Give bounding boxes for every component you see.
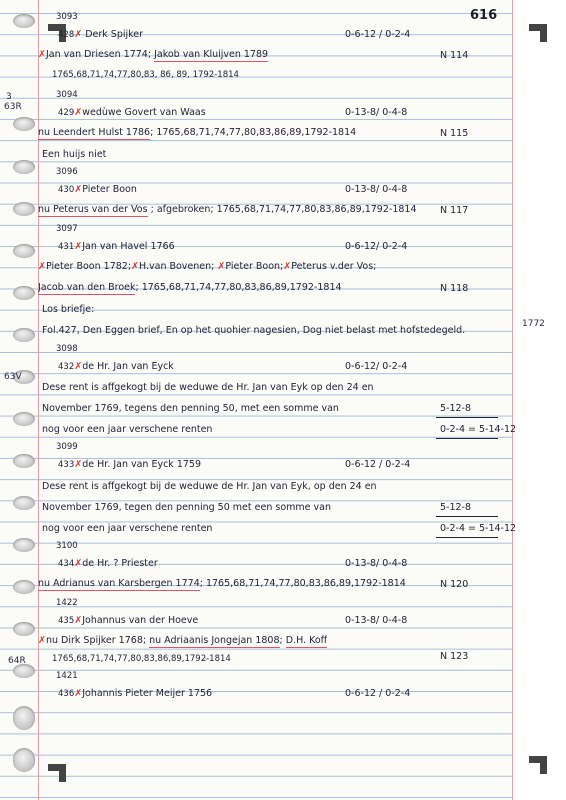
note-line: nog voor een jaar verschene renten — [42, 523, 213, 534]
left-margin-rule — [38, 0, 39, 800]
note-line: November 1769, tegens den penning 50, met een somme van — [42, 403, 339, 414]
owners-line — [38, 260, 376, 274]
binder-hole — [13, 160, 35, 174]
register-ref: N 120 — [440, 579, 469, 591]
owners-line — [38, 203, 417, 217]
property-entry — [58, 183, 137, 197]
cross-mark-icon: ✗ — [74, 360, 83, 372]
note-line: Dese rent is affgekogt bij de weduwe de Hr. Jan van Eyk, op den 24 en — [42, 480, 377, 492]
sum-underline — [436, 537, 498, 538]
binder-hole — [13, 412, 35, 426]
margin-note: 64R — [8, 656, 26, 666]
binder-hole — [13, 286, 35, 300]
entry-number: 433 — [58, 460, 75, 471]
underlined-name: D.H. Koff — [286, 635, 327, 648]
entry-number: 431 — [58, 241, 75, 252]
entry-number: 428 — [58, 30, 75, 40]
plot-number: 3099 — [56, 442, 78, 453]
cross-mark-icon: ✗ — [217, 260, 226, 272]
entry-text: Johannis Pieter Meijer 1756 — [82, 688, 213, 700]
register-ref: N 118 — [440, 283, 469, 294]
property-entry — [58, 687, 212, 701]
note-amount: 0-2-4 = 5-14-12 — [440, 523, 517, 534]
entry-text: ; — [279, 634, 286, 646]
binder-hole — [13, 580, 35, 594]
binder-hole — [13, 117, 35, 131]
margin-note: 63V — [4, 372, 22, 382]
note-line: Los briefje: — [42, 304, 95, 316]
register-ref: N 114 — [440, 50, 469, 62]
cross-mark-icon: ✗ — [74, 688, 83, 700]
amount: 0-6-12 / 0-2-4 — [345, 459, 411, 471]
entry-text: ; afgebroken; 1765,68,71,74,77,80,83,86,89,1792-1814 — [147, 204, 417, 216]
sum-underline — [436, 516, 498, 517]
cross-mark-icon: ✗ — [38, 49, 46, 61]
cross-mark-icon: ✗ — [131, 260, 139, 272]
entry-text: nu Dirk Spijker 1768; — [45, 634, 147, 646]
amount: 0-13-8/ 0-4-8 — [345, 558, 408, 570]
note-amount: 0-2-4 = 5-14-12 — [440, 424, 517, 436]
amount: 0-13-8/ 0-4-8 — [345, 184, 408, 196]
entry-text: Peterus v.der Vos; — [291, 260, 377, 272]
register-ref: N 123 — [440, 651, 469, 662]
owners-line — [38, 634, 327, 648]
entry-text: de Hr. Jan van Eyck — [82, 360, 174, 372]
binder-hole — [13, 328, 35, 342]
owners-line — [38, 126, 356, 140]
entry-text: Pieter Boon 1782; — [45, 260, 132, 272]
property-entry — [58, 614, 198, 628]
underlined-name: nu Adrianus van Karsbergen 1774 — [38, 578, 200, 591]
owners-line — [38, 281, 342, 295]
entry-text: ; 1765,68,71,74,77,80,83,86,89,1792-1814 — [135, 282, 342, 293]
underlined-name: Jakob van Kluijven 1789 — [154, 49, 268, 62]
entry-text: de Hr. ? Priester — [82, 558, 158, 570]
binder-hole — [13, 664, 35, 678]
amount: 0-6-12/ 0-2-4 — [345, 360, 408, 372]
cross-mark-icon: ✗ — [74, 29, 83, 40]
entry-text: Johannus van der Hoeve — [82, 614, 199, 626]
binder-hole — [13, 14, 35, 28]
cross-mark-icon: ✗ — [74, 106, 83, 118]
note-amount: 5-12-8 — [440, 403, 472, 414]
margin-note: 63R — [4, 102, 22, 112]
note-amount: 5-12-8 — [440, 501, 472, 513]
entry-text: de Hr. Jan van Eyck 1759 — [82, 459, 202, 471]
entry-text: Derk Spijker — [82, 29, 144, 40]
years-line: 1765,68,71,74,77,80,83,86,89,1792-1814 — [52, 654, 231, 664]
underlined-name: Jacob van den Broek — [38, 282, 135, 295]
plot-number: 3096 — [56, 167, 78, 178]
register-ref: N 115 — [440, 127, 469, 139]
plot-number: 1421 — [56, 671, 78, 682]
property-entry — [58, 458, 201, 472]
cross-mark-icon: ✗ — [74, 240, 83, 252]
corner-bracket-icon — [527, 22, 549, 44]
entry-number: 435 — [58, 615, 75, 626]
binder-hole — [13, 706, 35, 730]
owners-line — [38, 577, 406, 591]
entry-text: Pieter Boon; — [225, 260, 284, 272]
entry-number: 436 — [58, 689, 75, 700]
sum-underline — [436, 417, 498, 418]
plot-number: 3100 — [56, 541, 78, 552]
entry-number: 434 — [58, 559, 75, 570]
plot-number: 1422 — [56, 597, 78, 608]
entry-number: 429 — [58, 107, 75, 118]
amount: 0-6-12 / 0-2-4 — [345, 29, 411, 40]
binder-hole — [13, 538, 35, 552]
binder-hole — [13, 748, 35, 772]
plot-number: 3093 — [56, 12, 78, 22]
property-entry — [58, 106, 206, 120]
amount: 0-13-8/ 0-4-8 — [345, 614, 408, 626]
underlined-name: nu Adriaanis Jongejan 1808 — [149, 635, 279, 648]
cross-mark-icon: ✗ — [38, 634, 46, 646]
plot-number: 3094 — [56, 89, 78, 100]
cross-mark-icon: ✗ — [74, 558, 83, 570]
note-line: Een huijs niet — [42, 149, 107, 160]
note-line: Dese rent is affgekogt bij de weduwe de Hr. Jan van Eyk op den 24 en — [42, 381, 374, 393]
property-entry — [58, 557, 158, 571]
right-margin-strip — [513, 0, 566, 800]
note-line: November 1769, tegen den penning 50 met een somme van — [42, 501, 331, 513]
entry-text: Jan van Driesen 1774; — [45, 49, 152, 61]
entry-text: wedùwe Govert van Waas — [82, 106, 206, 118]
note-line: nog voor een jaar verschene renten — [42, 424, 213, 436]
register-ref: N 117 — [440, 205, 469, 217]
property-entry — [58, 360, 174, 374]
corner-bracket-icon — [527, 754, 549, 776]
plot-number: 3097 — [56, 223, 78, 234]
plot-number: 3098 — [56, 343, 78, 354]
years-line: 1765,68,71,74,77,80,83, 86, 89, 1792-1814 — [52, 70, 239, 81]
entry-text: Jan van Havel 1766 — [82, 240, 175, 252]
entry-number: 430 — [58, 185, 75, 196]
amount: 0-6-12 / 0-2-4 — [345, 688, 411, 700]
underlined-name: nu Leendert Hulst 1786 — [38, 127, 150, 140]
underlined-name: nu Peterus van der Vos — [38, 204, 148, 217]
entry-number: 432 — [58, 361, 75, 372]
binder-hole — [13, 454, 35, 468]
binder-hole — [13, 202, 35, 216]
owners-line — [38, 48, 268, 62]
entry-text: ; 1765,68,71,74,77,80,83,86,89,1792-1814 — [199, 578, 406, 590]
binder-hole — [13, 622, 35, 636]
sum-underline — [436, 438, 498, 439]
entry-text: ; 1765,68,71,74,77,80,83,86,89,1792-1814 — [150, 126, 357, 138]
entry-text: H.van Bovenen; — [139, 260, 215, 272]
cross-mark-icon: ✗ — [38, 260, 46, 272]
note-line: Fol.427, Den Eggen brief, En op het quohier nagesien, Dog niet belast met hofstedegeld. — [42, 325, 466, 337]
amount: 0-13-8/ 0-4-8 — [345, 106, 408, 118]
corner-bracket-icon — [46, 762, 68, 784]
binder-hole — [13, 496, 35, 510]
entry-text: Pieter Boon — [82, 184, 137, 196]
property-entry — [58, 28, 143, 42]
margin-note: 3 — [6, 92, 12, 102]
binder-hole — [13, 244, 35, 258]
cross-mark-icon: ✗ — [74, 614, 83, 626]
right-margin-note: 1772 — [522, 319, 545, 329]
cross-mark-icon: ✗ — [74, 184, 83, 196]
property-entry — [58, 240, 175, 254]
page-number: 616 — [470, 8, 498, 23]
amount: 0-6-12/ 0-2-4 — [345, 240, 408, 252]
cross-mark-icon: ✗ — [283, 260, 292, 272]
cross-mark-icon: ✗ — [74, 459, 83, 471]
